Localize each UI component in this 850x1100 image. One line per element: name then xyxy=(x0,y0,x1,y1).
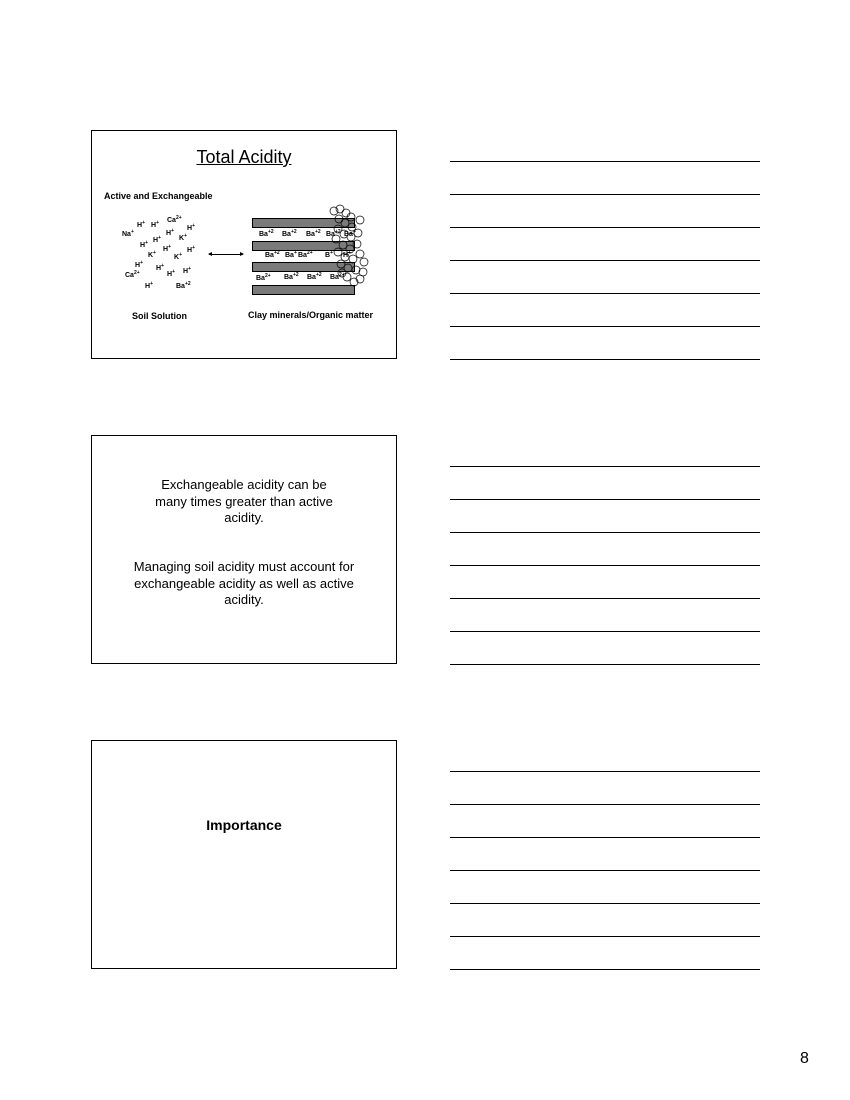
soil-ion: H+ xyxy=(156,263,164,272)
slide-body-paragraph xyxy=(130,559,358,609)
clay-ion: $Ba^{+2}$ xyxy=(326,229,341,238)
soil-ion: $Ba^{+2}$ xyxy=(176,281,191,290)
slide-exchangeable-acidity xyxy=(91,435,397,664)
slide-importance xyxy=(91,740,397,969)
clay-ion: $Ba^{+2}$ xyxy=(265,250,280,259)
clay-ion: $Ba^{+2}$ xyxy=(307,272,322,281)
note-line xyxy=(450,631,760,632)
slide-title: Total Acidity xyxy=(196,147,292,167)
clay-minerals-label: Clay minerals/Organic matter xyxy=(248,310,374,320)
note-line xyxy=(450,870,760,871)
note-line xyxy=(450,771,760,772)
note-line xyxy=(450,466,760,467)
soil-ion: K+ xyxy=(148,250,156,259)
soil-ion: K+ xyxy=(179,233,187,242)
slide-body-paragraph xyxy=(152,477,336,527)
soil-ion: H+ xyxy=(151,220,159,229)
clay-ion: $Ba^{+2}$ xyxy=(284,272,299,281)
soil-ion: Na+ xyxy=(122,229,134,238)
clay-ion: $Ba^{+2}$ xyxy=(282,229,297,238)
soil-ion: H+ xyxy=(140,240,148,249)
clay-ion: H+ xyxy=(343,250,351,259)
clay-ion: B+ xyxy=(325,250,333,259)
slide-subtitle: Active and Exchangeable xyxy=(104,191,213,201)
note-line xyxy=(450,359,760,360)
note-line xyxy=(450,326,760,327)
clay-ion: $Ba^{+2}$ xyxy=(306,229,321,238)
soil-ion: K+ xyxy=(174,252,182,261)
clay-ion: $Ba^{2+}$ xyxy=(330,272,345,281)
note-line xyxy=(450,532,760,533)
note-line xyxy=(450,161,760,162)
soil-ion: H+ xyxy=(145,281,153,290)
soil-ion: H+ xyxy=(135,260,143,269)
soil-ion: $Ca^{2+}$ xyxy=(167,215,182,224)
soil-ion: H+ xyxy=(153,235,161,244)
soil-ion: H+ xyxy=(166,228,174,237)
note-line xyxy=(450,565,760,566)
soil-solution-label: Soil Solution xyxy=(132,311,187,321)
note-line xyxy=(450,936,760,937)
note-line xyxy=(450,903,760,904)
clay-ion: $Ba^{2+}$ xyxy=(298,250,313,259)
clay-ion: $Ba^{2+}$ xyxy=(256,273,271,282)
note-line xyxy=(450,837,760,838)
soil-ion: H+ xyxy=(163,244,171,253)
clay-ion: Ba+ xyxy=(344,229,356,238)
paragraph-managing-acidity: Managing soil acidity must account for exchangeable acidity as well as active acidity. xyxy=(133,559,355,607)
note-line xyxy=(450,499,760,500)
note-line xyxy=(450,664,760,665)
note-line xyxy=(450,194,760,195)
soil-ion: H+ xyxy=(183,266,191,275)
page-number: 8 xyxy=(800,1050,809,1067)
soil-ion: H+ xyxy=(187,223,195,232)
note-line xyxy=(450,293,760,294)
slide-total-acidity xyxy=(91,130,397,359)
soil-ion: H+ xyxy=(167,269,175,278)
note-line xyxy=(450,598,760,599)
note-line xyxy=(450,260,760,261)
soil-ion: $Ca^{2+}$ xyxy=(125,270,140,279)
soil-ion: H+ xyxy=(137,220,145,229)
slide-title: Importance xyxy=(206,817,282,833)
note-line xyxy=(450,804,760,805)
clay-ion: $Ba^{+2}$ xyxy=(259,229,274,238)
paragraph-exchangeable-acidity: Exchangeable acidity can be many times greater than active acidity. xyxy=(155,477,333,525)
note-line xyxy=(450,969,760,970)
note-line xyxy=(450,227,760,228)
soil-ion: H+ xyxy=(187,245,195,254)
clay-ion: Ba+ xyxy=(285,250,297,259)
organic-matter-bubbles xyxy=(92,131,398,360)
